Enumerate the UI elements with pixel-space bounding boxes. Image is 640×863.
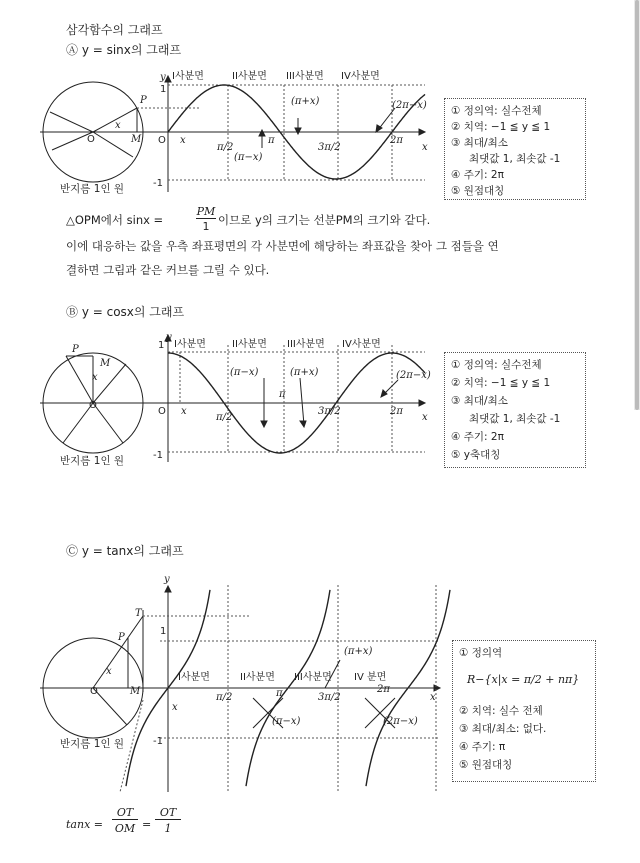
sin-explain-frac-den: 1 (202, 220, 210, 233)
sin-explain-frac-num: PM (196, 205, 216, 218)
cos-annotation-pi-plus-x: (π+x) (290, 367, 319, 378)
tan-info-range: ② 치역: 실수 전체 (459, 705, 543, 717)
sin-explain-2: 이에 대응하는 값을 우측 좌표평면의 각 사분면에 해당하는 좌표값을 찾아 그 점들을 연 (66, 239, 499, 253)
sin-tick-o: O (158, 135, 166, 146)
tan-circle-caption: 반지름 1인 원 (60, 738, 125, 750)
sin-info-symmetry: ⑤ 원점대칭 (451, 185, 505, 197)
sin-label-o: O (87, 134, 95, 145)
tan-info-symmetry: ⑤ 원점대칭 (459, 759, 513, 771)
tan-label-t: T (135, 608, 142, 619)
tan-info-domain-set: R−{x|x = π/2 + nπ} (467, 673, 580, 686)
sin-tick-three-half-pi: 3π/2 (318, 142, 341, 153)
tan-info-domain: ① 정의역 (459, 647, 503, 659)
tan-label-y: y (164, 574, 170, 585)
sin-quadrant-2: II사분면 (232, 71, 267, 82)
tan-tick-axis-x: x (430, 692, 436, 703)
sin-quadrant-3: III사분면 (286, 71, 324, 82)
cos-label-p: P (72, 344, 79, 355)
cos-info-domain: ① 정의역: 실수전체 (451, 359, 542, 371)
cos-tick-two-pi: 2π (390, 406, 403, 417)
sin-label-one: 1 (160, 84, 167, 95)
cos-info-symmetry: ⑤ y축대칭 (451, 449, 501, 461)
sin-explain-3: 결하면 그림과 같은 커브를 그릴 수 있다. (66, 263, 270, 277)
tan-label-one: 1 (160, 626, 167, 637)
tan-section-title: Ⓒ y = tanx의 그래프 (66, 544, 184, 558)
sin-section-title: Ⓐ y = sinx의 그래프 (66, 43, 182, 57)
cos-info-range: ② 치역: −1 ≦ y ≦ 1 (451, 377, 551, 389)
tan-annotation-pi-plus-x: (π+x) (344, 646, 373, 657)
sin-label-minus-one: -1 (153, 178, 163, 189)
cos-tick-half-pi: π/2 (216, 412, 233, 423)
sin-annotation-pi-plus-x: (π+x) (291, 96, 320, 107)
cos-info-period: ④ 주기: 2π (451, 431, 504, 443)
cos-quadrant-2: II사분면 (232, 339, 267, 350)
tan-label-p: P (118, 632, 125, 643)
cos-tick-o: O (158, 406, 166, 417)
cos-label-m: M (100, 358, 111, 369)
scrollbar-thumb[interactable] (635, 0, 639, 410)
tan-tick-pi: π (276, 688, 283, 699)
cos-quadrant-1: I사분면 (174, 339, 206, 350)
cos-label-minus-one: -1 (153, 450, 163, 461)
sin-explain-1a: △OPM에서 sinx = (66, 213, 164, 227)
sin-label-m: M (131, 134, 142, 145)
sin-info-domain: ① 정의역: 실수전체 (451, 105, 542, 117)
sin-quadrant-4: IV사분면 (341, 71, 380, 82)
cos-quadrant-3: III사분면 (287, 339, 325, 350)
sin-label-p: P (140, 95, 147, 106)
cos-label-x: x (92, 372, 98, 383)
sin-info-maxmin: ③ 최대/최소 (451, 137, 508, 149)
tan-info-period: ④ 주기: π (459, 741, 506, 753)
sin-info-range: ② 치역: −1 ≦ y ≦ 1 (451, 121, 551, 133)
sin-info-maxmin-values: 최댓값 1, 최솟값 -1 (469, 153, 561, 165)
tan-formula-f1-den: OM (114, 822, 136, 835)
cos-circle-caption: 반지름 1인 원 (60, 455, 125, 467)
page-scrollbar[interactable] (634, 0, 640, 410)
tan-quadrant-2: II사분면 (240, 672, 275, 683)
sin-annotation-pi-minus-x: (π−x) (234, 152, 263, 163)
cos-quadrant-4: IV사분면 (342, 339, 381, 350)
sin-annotation-2pi-minus-x: (2π−x) (392, 100, 427, 111)
tan-formula-lhs: tanx = (66, 818, 103, 831)
sin-label-x: x (115, 120, 121, 131)
cos-tick-three-half-pi: 3π/2 (318, 406, 341, 417)
sin-explain-1b: 이므로 y의 크기는 선분PM의 크기와 같다. (218, 213, 431, 227)
sin-circle-caption: 반지름 1인 원 (60, 183, 125, 195)
cos-info-maxmin: ③ 최대/최소 (451, 395, 508, 407)
tan-quadrant-3: III사분면 (294, 672, 332, 683)
tan-quadrant-4: IV 분면 (354, 672, 387, 683)
cos-annotation-2pi-minus-x: (2π−x) (396, 370, 431, 381)
tan-info-maxmin: ③ 최대/최소: 없다. (459, 723, 547, 735)
cos-section-title: Ⓑ y = cosx의 그래프 (66, 305, 185, 319)
sin-label-y: y (160, 72, 166, 83)
cos-tick-axis-x: x (422, 412, 428, 423)
tan-formula-f2-num: OT (155, 806, 181, 820)
tan-label-o: O (90, 686, 98, 697)
sin-quadrant-1: I사분면 (172, 71, 204, 82)
cos-tick-pi: π (279, 389, 286, 400)
cos-label-y: y (166, 332, 172, 343)
sin-tick-pi: π (268, 135, 275, 146)
tan-tick-x: x (172, 702, 178, 713)
cos-annotation-pi-minus-x: (π−x) (230, 367, 259, 378)
cos-label-one: 1 (158, 340, 165, 351)
tan-annotation-2pi-minus-x: (2π−x) (383, 716, 418, 727)
sin-tick-half-pi: π/2 (217, 142, 234, 153)
cos-label-o: O (89, 400, 97, 411)
tan-line-ot (93, 616, 143, 688)
tan-tick-three-half-pi: 3π/2 (318, 692, 341, 703)
tan-formula-f1-num: OT (112, 806, 138, 820)
page-title: 삼각함수의 그래프 (66, 23, 163, 37)
sin-tick-axis-x: x (422, 142, 428, 153)
tan-tick-half-pi: π/2 (216, 692, 233, 703)
tan-annotation-pi-minus-x: (π−x) (272, 716, 301, 727)
tan-info-box (452, 640, 596, 782)
tan-formula-f2-den: 1 (164, 822, 172, 835)
sin-tick-two-pi: 2π (390, 135, 403, 146)
tan-label-m: M (130, 686, 141, 697)
cos-tick-x: x (181, 406, 187, 417)
tan-label-minus-one: -1 (153, 736, 163, 747)
sin-tick-x: x (180, 135, 186, 146)
tan-quadrant-1: I사분면 (178, 672, 210, 683)
tan-tick-two-pi: 2π (377, 684, 390, 695)
cos-info-maxmin-values: 최댓값 1, 최솟값 -1 (469, 413, 561, 425)
tan-formula-eq: = (142, 818, 152, 831)
sin-info-period: ④ 주기: 2π (451, 169, 504, 181)
tan-label-x: x (106, 666, 112, 677)
